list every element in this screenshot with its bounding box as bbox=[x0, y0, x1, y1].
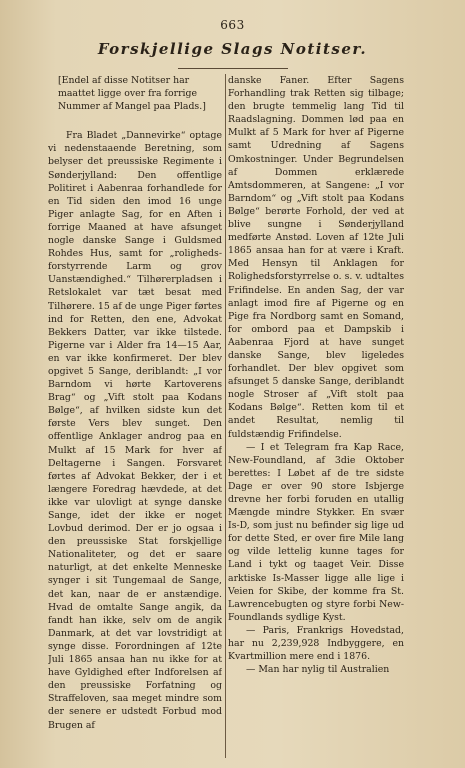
telegram-paragraph: — I et Telegram fra Kap Race, New-Foundland, af 3die Oktober berettes: I Løbet af de tre sidste Dage er over 90 store Isbjerge drevne her forbi foruden en utallig Mængde mindre Stykker. En svær Is-D, som just nu befinder sig lige ud for dette Sted, er over fire Mile lang og vilde lettelig kunne tages for Land i tykt og taaget Veir. Disse arktiske Is-Masser ligge alle lige i Veien for Skibe, der komme fra St. Lawrencebugten og styre forbi New-Foundlands sydlige Kyst. bbox=[228, 441, 404, 623]
section-title: Forskjellige Slags Notitser. bbox=[97, 40, 368, 58]
left-column bbox=[48, 74, 222, 758]
column-divider bbox=[225, 74, 226, 758]
right-column bbox=[228, 74, 404, 758]
australia-paragraph: — Man har nylig til Australien bbox=[246, 664, 390, 676]
article-paragraph: Fra Bladet „Dannevirke“ optage vi nedenstaaende Beretning, som belyser det preussiske Regimente i Sønderjylland: Den offentlige Politiret i Aabenraa forhandlede for en Tid siden den imod 16 unge Piger anlagte Sag, for en Aften i forrige Maaned at have afsunget nogle danske Sange i Guldsmed Rohdes Hus, samt for „roligheds-forstyrrende Larm og grov Uanstændighed.“ Tilhørerpladsen i Retslokalet var tæt besat med Tilhørere. 15 af de unge Piger førtes ind for Retten, den ene, Advokat Bekkers Datter, var ikke tilstede. Pigerne var i Alder fra 14—15 Aar, en var ikke konfirmeret. Der blev opgivet 5 Sange, deriblandt: „I vor Barndom vi hørte Kartoverens Brag“ og „Vift stolt paa Kodans Bølge“, af hvilken sidste kun det første Vers blev sunget. Den offentlige Anklager androg paa en Mulkt af 15 Mark for hver af Deltagerne i Sangen. Forsvaret førtes af Advokat Bekker, der i et længere Foredrag hævdede, at det ikke var ulovligt at synge danske Sange, idet der ikke er noget Lovbud derimod. Der er jo ogsaa i den preussiske Stat forskjellige Nationaliteter, og det er saare naturligt, at det enkelte Menneske synger i sit Tungemaal de Sange, det kan, naar de er anstændige. Hvad de omtalte Sange angik, da fandt han ikke, selv om de angik Danmark, at det var lovstridigt at synge disse. Forordningen af 12te Juli 1865 ansaa han nu ikke for at have Gyldighed efter Indforelsen af den preussiske Forfatning og Straffeloven, saa meget mindre som der senere er udstedt Forbud mod Brugen af bbox=[48, 130, 222, 731]
page-number: 663 bbox=[220, 18, 245, 32]
title-underline bbox=[178, 68, 288, 69]
article-paragraph-continued: danske Faner. Efter Sagens Forhandling trak Retten sig tilbage; den brugte temmelig lang Tid til Raadslagning. Dommen lød paa en Mulkt af 5 Mark for hver af Pigerne samt Udredning af Sagens Omkostninger. Under Begrundelsen af Dommen erklærede Amtsdommeren, at Sangene: „I vor Barndom“ og „Vift stolt paa Kodans Bølge“ berørte Forhold, der ved at blive sungne i Sønderjylland medførte Anstød. Loven af 12te Juli 1865 ansaa han for at være i Kraft. Med Hensyn til Anklagen for Rolighedsforstyrrelse o. s. v. udtaltes Frifindelse. En anden Sag, der var anlagt imod fire af Pigerne og en Pige fra Nordborg samt en Somand, for ombord paa et Dampskib i Aabenraa Fjord at have sunget danske Sange, blev ligeledes forhandlet. Der blev opgivet som afsunget 5 danske Sange, deriblandt nogle Stroser af „Vift stolt paa Kodans Bølge“. Retten kom til et andet Resultat, nemlig til fuldstændig Frifindelse. bbox=[228, 75, 404, 440]
paris-paragraph: — Paris, Frankrigs Hovedstad, har nu 2,239,928 Indbyggere, en Kvartmillion mere end i 1876. bbox=[228, 624, 404, 663]
editor-note: [Endel af disse Notitser har maattet ligge over fra forrige Nummer af Mangel paa Plads.] bbox=[58, 75, 206, 113]
